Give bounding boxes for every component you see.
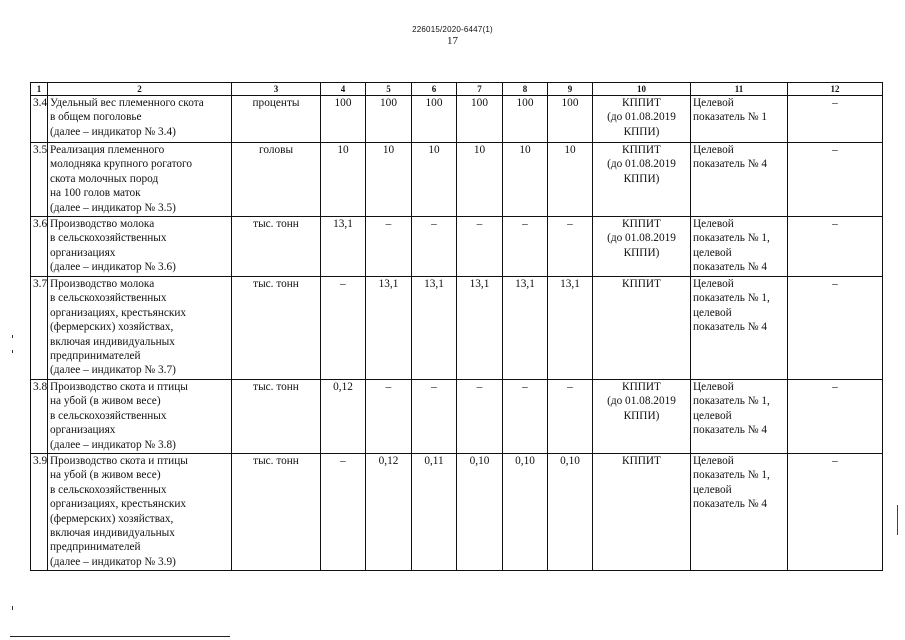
value-cell: 100: [412, 96, 457, 143]
header-cell: 10: [593, 83, 691, 96]
value-cell: –: [548, 217, 593, 277]
cell-text-line: показатель № 1: [693, 111, 768, 124]
indicator-name-cell: [48, 217, 232, 277]
cell-text-line: КППИТ: [622, 97, 661, 109]
target-indicator-cell: [691, 277, 788, 380]
value-cell: –: [366, 380, 412, 454]
value-cell: 13,1: [457, 277, 503, 380]
cell-text-line: целевой: [693, 483, 732, 496]
cell-text-line: КППИТ: [622, 144, 661, 156]
value-cell: 0,11: [412, 454, 457, 571]
value-cell: 0,12: [321, 380, 366, 454]
cell-text-line: в общем поголовье: [50, 111, 142, 124]
cell-text-line: (далее – индикатор № 3.7): [50, 364, 176, 377]
indicator-name-cell: [48, 454, 232, 571]
header-cell: 3: [232, 83, 321, 96]
value-cell: 0,12: [366, 454, 412, 571]
value-cell: 10: [321, 143, 366, 217]
cell-text-line: КППИ): [623, 409, 660, 422]
cell-text-line: Удельный вес племенного скота: [50, 97, 204, 109]
document-registration-number: 226015/2020-6447(1): [412, 25, 493, 34]
unit-cell: тыс. тонн: [232, 380, 321, 454]
cell-text-line: показатель № 4: [693, 424, 768, 437]
unit-cell: головы: [232, 143, 321, 217]
table-row: [31, 96, 883, 143]
scan-margin-mark: [12, 606, 13, 610]
value-cell: 0,10: [503, 454, 548, 571]
note-cell: –: [788, 96, 883, 143]
source-cell: [593, 277, 691, 380]
cell-text-line: Целевой: [693, 144, 734, 156]
cell-text-line: (далее – индикатор № 3.4): [50, 125, 176, 138]
table-header-row: [31, 83, 883, 96]
cell-text-line: предпринимателей: [50, 350, 141, 363]
cell-text-line: показатель № 4: [693, 158, 768, 171]
unit-cell: тыс. тонн: [232, 454, 321, 571]
cell-text-line: КППИТ: [622, 218, 661, 230]
value-cell: 10: [412, 143, 457, 217]
indicator-number-cell: 3.7: [31, 277, 48, 380]
note-cell: –: [788, 217, 883, 277]
table-row: [31, 454, 883, 571]
header-cell: 2: [48, 83, 232, 96]
value-cell: 13,1: [412, 277, 457, 380]
header-cell: 11: [691, 83, 788, 96]
target-indicator-cell: [691, 143, 788, 217]
value-cell: 10: [548, 143, 593, 217]
cell-text-line: (далее – индикатор № 3.8): [50, 438, 176, 451]
table-row: [31, 143, 883, 217]
value-cell: –: [457, 217, 503, 277]
cell-text-line: КППИТ: [622, 381, 661, 393]
source-cell: [593, 96, 691, 143]
value-cell: –: [503, 217, 548, 277]
cell-text-line: (до 01.08.2019: [607, 395, 676, 408]
indicator-name-cell: [48, 143, 232, 217]
cell-text-line: КППИТ: [622, 278, 661, 290]
source-cell: [593, 380, 691, 454]
cell-text-line: в сельскохозяйственных: [50, 483, 167, 496]
cell-text-line: целевой: [693, 306, 732, 319]
cell-text-line: КППИТ: [622, 455, 661, 467]
value-cell: –: [503, 380, 548, 454]
note-cell: –: [788, 454, 883, 571]
value-cell: 13,1: [321, 217, 366, 277]
cell-text-line: Целевой: [693, 97, 734, 109]
source-cell: [593, 454, 691, 571]
unit-cell: тыс. тонн: [232, 217, 321, 277]
value-cell: –: [457, 380, 503, 454]
cell-text-line: (до 01.08.2019: [607, 111, 676, 124]
cell-text-line: (фермерских) хозяйствах,: [50, 512, 174, 525]
note-cell: –: [788, 143, 883, 217]
page-number: 17: [447, 35, 458, 47]
cell-text-line: (далее – индикатор № 3.9): [50, 555, 176, 568]
header-cell: 4: [321, 83, 366, 96]
cell-text-line: организациях: [50, 246, 116, 259]
cell-text-line: (далее – индикатор № 3.6): [50, 261, 176, 274]
cell-text-line: Производство молока: [50, 278, 155, 290]
indicator-number-cell: 3.8: [31, 380, 48, 454]
indicators-table: [30, 82, 883, 571]
value-cell: 10: [503, 143, 548, 217]
indicator-number-cell: 3.6: [31, 217, 48, 277]
cell-text-line: Производство скота и птицы: [50, 455, 188, 467]
value-cell: –: [366, 217, 412, 277]
note-cell: –: [788, 277, 883, 380]
cell-text-line: Целевой: [693, 381, 734, 393]
cell-text-line: КППИ): [623, 125, 660, 138]
cell-text-line: показатель № 1,: [693, 232, 770, 245]
value-cell: 100: [503, 96, 548, 143]
indicator-name-cell: [48, 380, 232, 454]
value-cell: 13,1: [548, 277, 593, 380]
value-cell: 0,10: [457, 454, 503, 571]
cell-text-line: (далее – индикатор № 3.5): [50, 201, 176, 214]
table-row: [31, 380, 883, 454]
header-cell: 1: [31, 83, 48, 96]
cell-text-line: Производство скота и птицы: [50, 381, 188, 393]
value-cell: 100: [366, 96, 412, 143]
cell-text-line: организациях: [50, 424, 116, 437]
indicator-name-cell: [48, 96, 232, 143]
value-cell: –: [321, 277, 366, 380]
cell-text-line: Реализация племенного: [50, 144, 165, 156]
source-cell: [593, 143, 691, 217]
cell-text-line: Целевой: [693, 278, 734, 290]
unit-cell: проценты: [232, 96, 321, 143]
scan-edge-mark: [897, 505, 898, 535]
value-cell: 100: [457, 96, 503, 143]
value-cell: –: [412, 380, 457, 454]
cell-text-line: целевой: [693, 246, 732, 259]
unit-cell: тыс. тонн: [232, 277, 321, 380]
cell-text-line: на 100 голов маток: [50, 187, 141, 200]
indicator-number-cell: 3.5: [31, 143, 48, 217]
cell-text-line: целевой: [693, 409, 732, 422]
cell-text-line: Целевой: [693, 455, 734, 467]
cell-text-line: КППИ): [623, 172, 660, 185]
cell-text-line: показатель № 4: [693, 321, 768, 334]
cell-text-line: показатель № 1,: [693, 292, 770, 305]
cell-text-line: в сельскохозяйственных: [50, 292, 167, 305]
header-cell: 8: [503, 83, 548, 96]
cell-text-line: (до 01.08.2019: [607, 158, 676, 171]
footer-rule: [10, 636, 230, 637]
cell-text-line: Целевой: [693, 218, 734, 230]
cell-text-line: Производство молока: [50, 218, 155, 230]
target-indicator-cell: [691, 454, 788, 571]
target-indicator-cell: [691, 96, 788, 143]
header-cell: 7: [457, 83, 503, 96]
value-cell: 0,10: [548, 454, 593, 571]
value-cell: 10: [366, 143, 412, 217]
cell-text-line: предпринимателей: [50, 541, 141, 554]
indicator-name-cell: [48, 277, 232, 380]
cell-text-line: организациях, крестьянских: [50, 306, 187, 319]
cell-text-line: в сельскохозяйственных: [50, 232, 167, 245]
header-cell: 12: [788, 83, 883, 96]
scan-margin-mark: [12, 335, 13, 338]
header-cell: 5: [366, 83, 412, 96]
value-cell: –: [412, 217, 457, 277]
cell-text-line: показатель № 4: [693, 498, 768, 511]
value-cell: 13,1: [503, 277, 548, 380]
cell-text-line: показатель № 1,: [693, 469, 770, 482]
cell-text-line: молодняка крупного рогатого: [50, 158, 193, 171]
cell-text-line: на убой (в живом весе): [50, 395, 161, 408]
header-cell: 6: [412, 83, 457, 96]
cell-text-line: включая индивидуальных: [50, 527, 175, 540]
indicator-number-cell: 3.4: [31, 96, 48, 143]
cell-text-line: (фермерских) хозяйствах,: [50, 321, 174, 334]
value-cell: 100: [321, 96, 366, 143]
value-cell: 13,1: [366, 277, 412, 380]
table-row: [31, 277, 883, 380]
cell-text-line: скота молочных пород: [50, 172, 159, 185]
value-cell: 10: [457, 143, 503, 217]
cell-text-line: (до 01.08.2019: [607, 232, 676, 245]
indicator-number-cell: 3.9: [31, 454, 48, 571]
target-indicator-cell: [691, 217, 788, 277]
scan-margin-mark: [12, 350, 13, 353]
value-cell: –: [548, 380, 593, 454]
cell-text-line: КППИ): [623, 246, 660, 259]
cell-text-line: включая индивидуальных: [50, 335, 175, 348]
cell-text-line: организациях, крестьянских: [50, 498, 187, 511]
cell-text-line: на убой (в живом весе): [50, 469, 161, 482]
cell-text-line: в сельскохозяйственных: [50, 409, 167, 422]
target-indicator-cell: [691, 380, 788, 454]
note-cell: –: [788, 380, 883, 454]
header-cell: 9: [548, 83, 593, 96]
value-cell: 100: [548, 96, 593, 143]
cell-text-line: показатель № 4: [693, 261, 768, 274]
value-cell: –: [321, 454, 366, 571]
source-cell: [593, 217, 691, 277]
table-row: [31, 217, 883, 277]
cell-text-line: показатель № 1,: [693, 395, 770, 408]
